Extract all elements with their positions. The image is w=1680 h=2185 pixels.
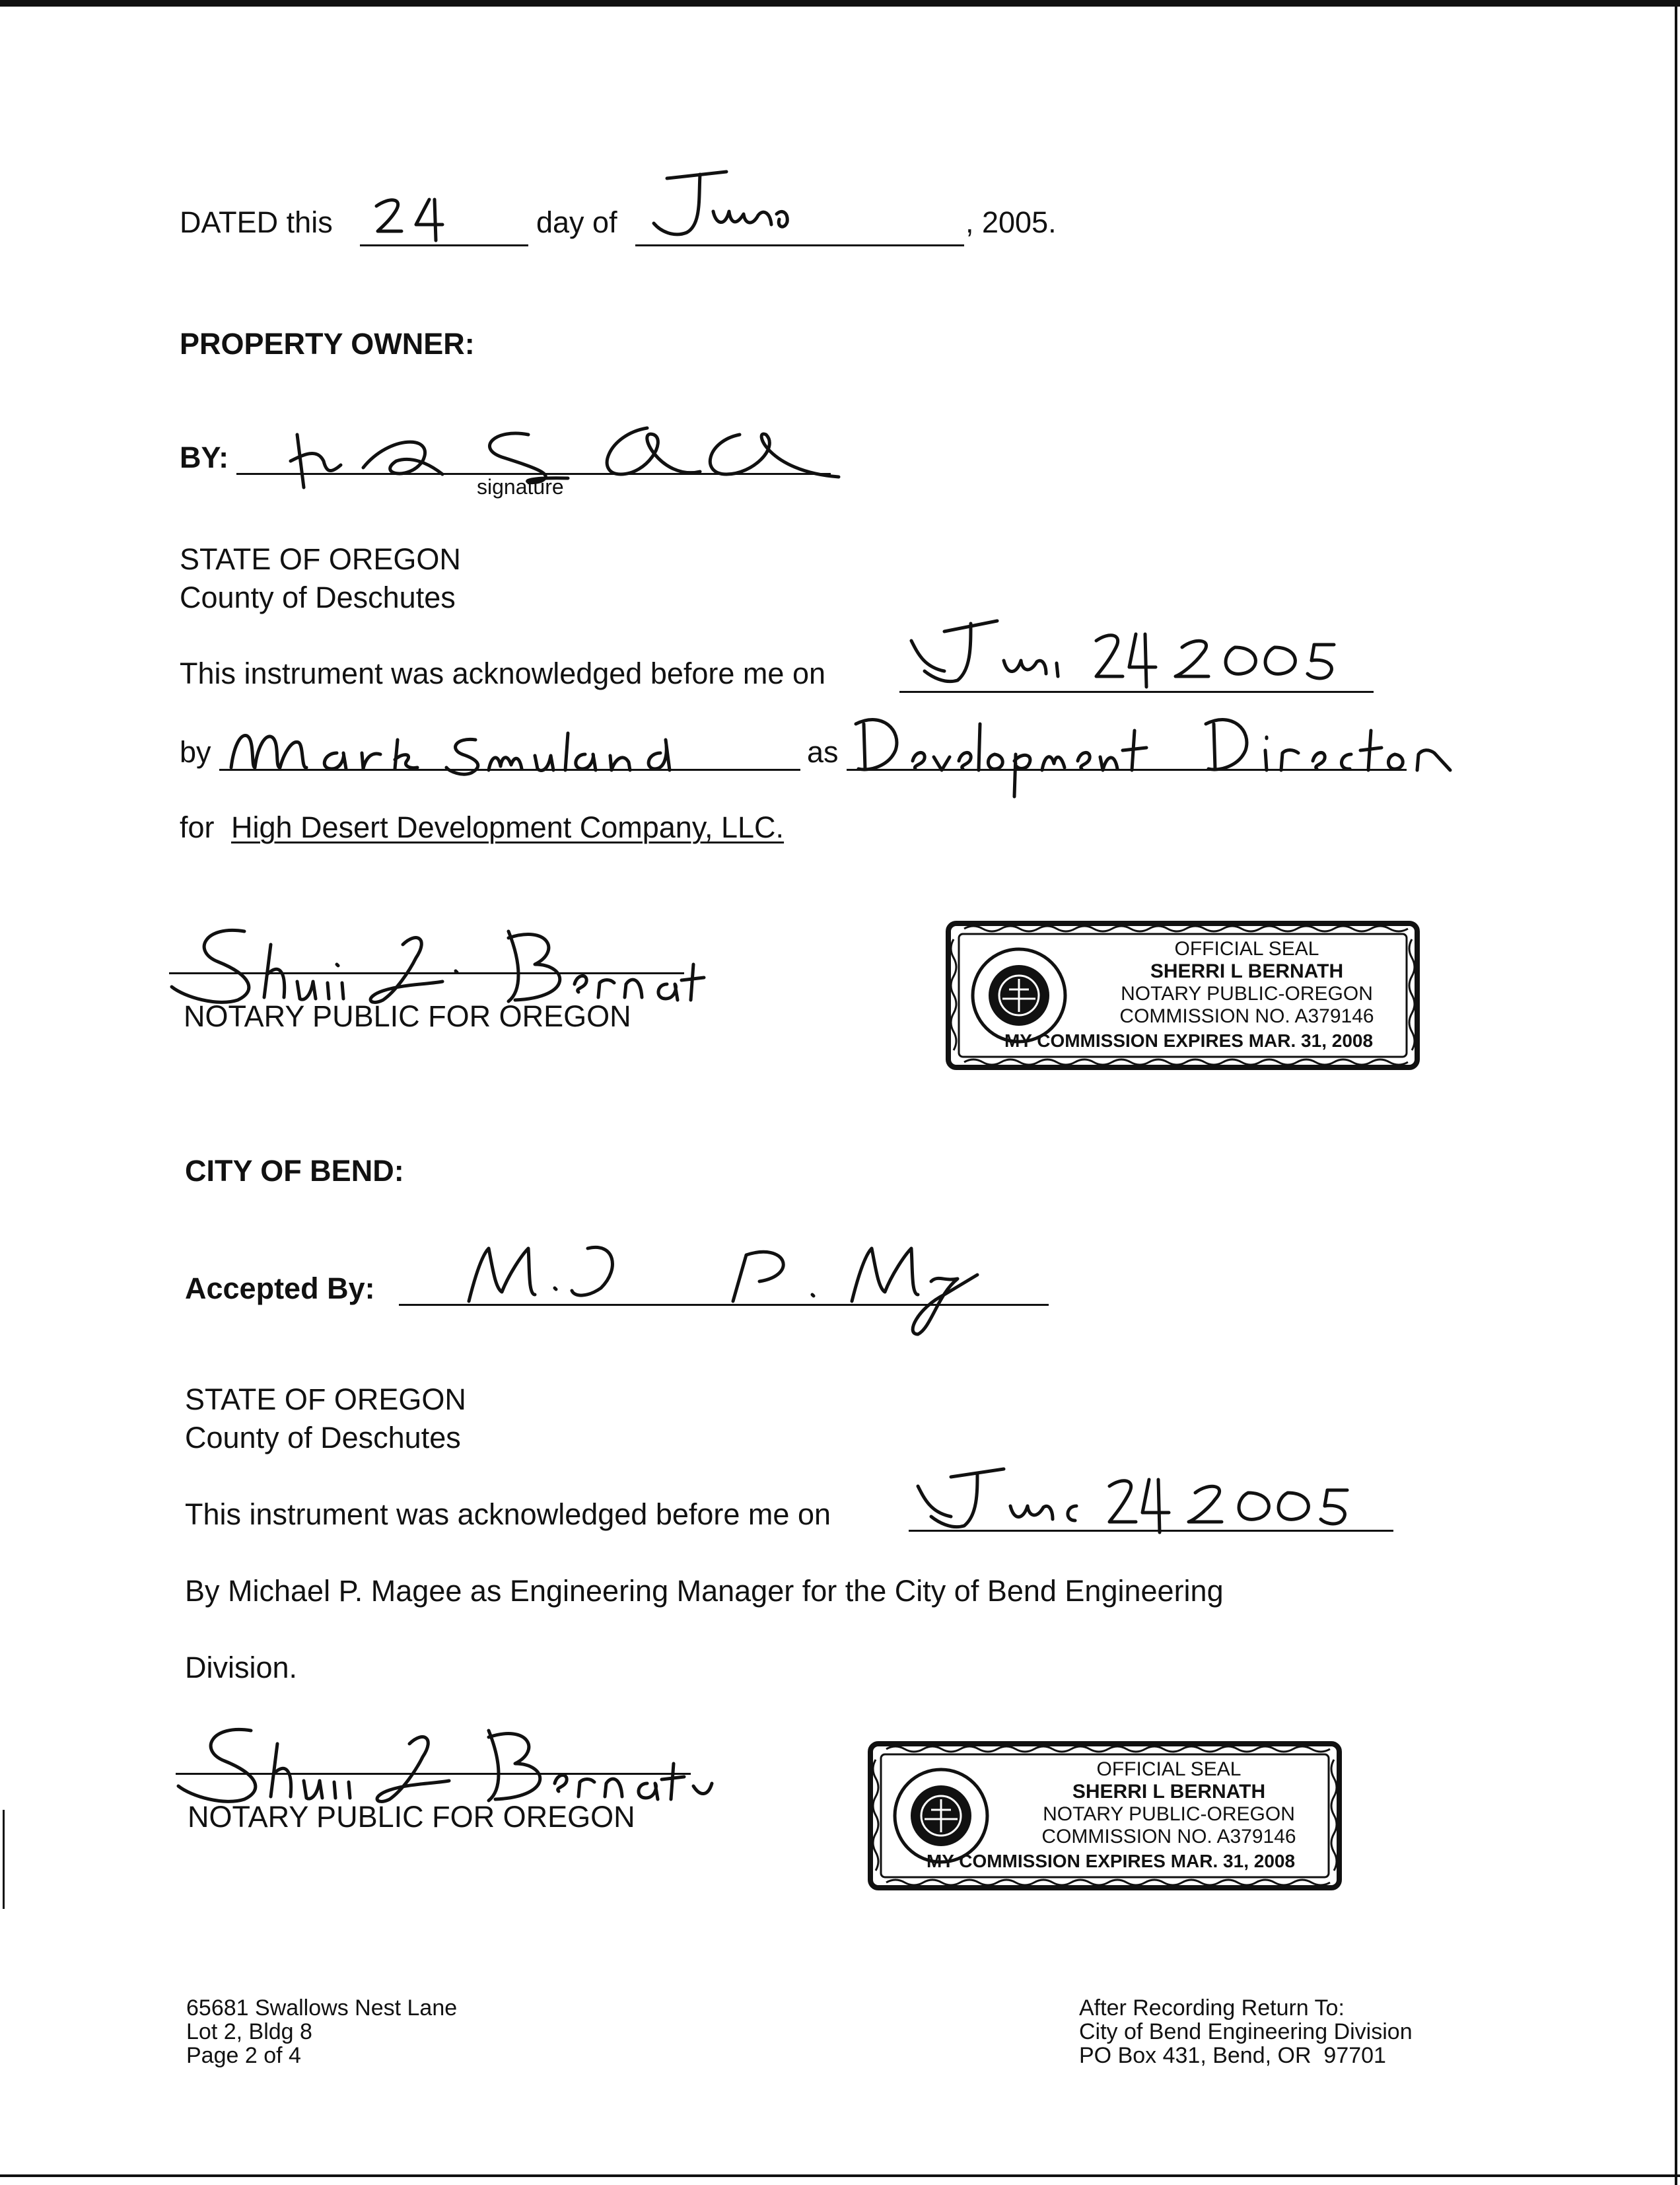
property-owner-heading: PROPERTY OWNER: xyxy=(180,327,475,361)
ack2-by-line: By Michael P. Magee as Engineering Manager for the City of Bend Engineering xyxy=(185,1574,1224,1608)
seal2-line4: COMMISSION NO. A379146 xyxy=(1041,1826,1296,1847)
notary-seal-2 xyxy=(866,1740,1343,1892)
seal1-line2: SHERRI L BERNATH xyxy=(1150,960,1344,982)
right-border xyxy=(1675,0,1677,2185)
signature-caption: signature xyxy=(477,475,564,499)
notary2-signature-icon xyxy=(172,1717,713,1810)
bottom-border xyxy=(0,2174,1680,2177)
footer-left-line1: 65681 Swallows Nest Lane xyxy=(186,1995,458,2021)
seal1-line4: COMMISSION NO. A379146 xyxy=(1119,1005,1374,1027)
ack1-date-handwritten xyxy=(905,608,1380,694)
property-owner-by-label: BY: xyxy=(180,441,229,474)
ack1-title-handwritten xyxy=(849,698,1463,797)
ack2-by-line-cont: Division. xyxy=(185,1651,298,1684)
seal2-line3: NOTARY PUBLIC-OREGON xyxy=(1043,1803,1295,1825)
seal1-line1: OFFICIAL SEAL xyxy=(1174,938,1319,960)
footer-right-line1: After Recording Return To: xyxy=(1079,1995,1345,2021)
seal1-line3: NOTARY PUBLIC-OREGON xyxy=(1121,983,1373,1005)
notary2-caption: NOTARY PUBLIC FOR OREGON xyxy=(188,1800,635,1834)
footer-left-line3: Page 2 of 4 xyxy=(186,2043,301,2068)
ack1-text: This instrument was acknowledged before me on xyxy=(180,657,826,690)
accepted-by-label: Accepted By: xyxy=(185,1272,375,1305)
seal1-line5: MY COMMISSION EXPIRES MAR. 31, 2008 xyxy=(1004,1030,1374,1051)
top-border xyxy=(0,0,1680,7)
dated-middle: day of xyxy=(536,205,617,239)
ack2-date-handwritten xyxy=(911,1460,1387,1539)
notary2-signature-line xyxy=(176,1773,691,1775)
ack1-state: STATE OF OREGON xyxy=(180,542,461,576)
month-handwritten xyxy=(647,159,819,244)
accepted-signature-icon xyxy=(456,1229,1050,1341)
ack1-as-label: as xyxy=(807,735,839,769)
dated-prefix: DATED this xyxy=(180,205,333,239)
footer-right-line2: City of Bend Engineering Division xyxy=(1079,2019,1413,2044)
day-handwritten xyxy=(370,190,462,243)
notary1-signature-line xyxy=(169,972,684,974)
seal2-line5: MY COMMISSION EXPIRES MAR. 31, 2008 xyxy=(926,1851,1296,1871)
dated-suffix: , 2005. xyxy=(965,205,1057,239)
footer-right-line3: PO Box 431, Bend, OR 97701 xyxy=(1079,2043,1386,2068)
ack1-county: County of Deschutes xyxy=(180,581,456,614)
scan-edge-mark xyxy=(3,1810,5,1909)
ack1-by-name-handwritten xyxy=(225,713,726,779)
seal2-line1: OFFICIAL SEAL xyxy=(1096,1758,1242,1780)
day-blank-line xyxy=(360,244,528,246)
ack1-for-label: for xyxy=(180,810,215,844)
month-blank-line xyxy=(635,244,964,246)
ack2-county: County of Deschutes xyxy=(185,1421,461,1454)
ack2-text: This instrument was acknowledged before me on xyxy=(185,1497,831,1531)
footer-left-line2: Lot 2, Bldg 8 xyxy=(186,2019,312,2044)
notary1-caption: NOTARY PUBLIC FOR OREGON xyxy=(184,999,631,1033)
notary-seal-1 xyxy=(944,919,1421,1071)
ack1-by-label: by xyxy=(180,735,211,769)
notary1-signature-icon xyxy=(165,918,707,1011)
seal2-line2: SHERRI L BERNATH xyxy=(1072,1781,1266,1803)
ack1-for-company: High Desert Development Company, LLC. xyxy=(231,810,785,844)
city-heading: CITY OF BEND: xyxy=(185,1154,404,1188)
ack2-state: STATE OF OREGON xyxy=(185,1382,466,1416)
